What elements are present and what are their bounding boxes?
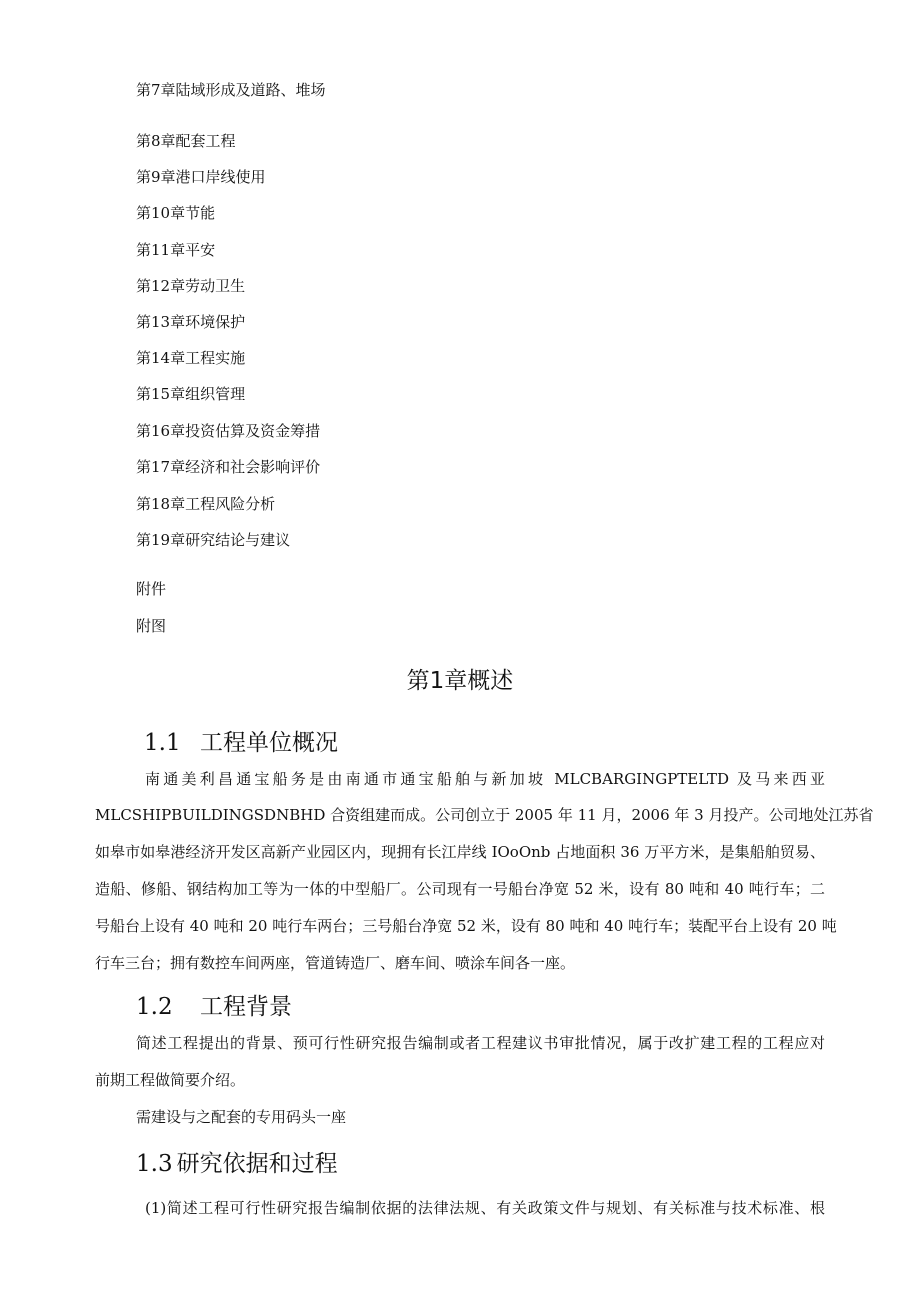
section-title: 工程背景 <box>200 994 292 1020</box>
paragraph-line: 号船台上设有 40 吨和 20 吨行车两台；三号船台净宽 52 米，设有 80 吨和 40 吨行车；装配平台上设有 20 吨 <box>95 917 837 935</box>
toc-item-ch15: 第15章组织管理 <box>136 385 246 403</box>
toc-item-ch11: 第11章平安 <box>136 241 216 259</box>
paragraph-line: 如皋市如皋港经济开发区高新产业园区内，现拥有长江岸线 IOoOnb 占地面积 36 万平方米，是集船舶贸易、 <box>95 843 825 861</box>
toc-item-ch12: 第12章劳动卫生 <box>136 277 246 295</box>
toc-item-ch17: 第17章经济和社会影响评价 <box>136 458 321 476</box>
toc-item-figures: 附图 <box>136 617 167 635</box>
paragraph-line: 南通美利昌通宝船务是由南通市通宝船舶与新加坡 MLCBARGINGPTELTD 及马来西亚 <box>145 770 825 788</box>
section-number: 1.2 <box>136 994 173 1020</box>
paragraph-line: 造船、修船、钢结构加工等为一体的中型船厂。公司现有一号船台净宽 52 米，设有 80 吨和 40 吨行车；二 <box>95 880 825 898</box>
section-number: 1.3 <box>136 1151 173 1177</box>
section-title: 工程单位概况 <box>200 730 338 756</box>
paragraph-line: 简述工程提出的背景、预可行性研究报告编制或者工程建议书审批情况，属于改扩建工程的工程应对 <box>136 1034 825 1052</box>
paragraph-line: MLCSHIPBUILDINGSDNBHD 合资组建而成。公司创立于 2005 年 11 月，2006 年 3 月投产。公司地处江苏省 <box>95 806 874 824</box>
toc-item-ch14: 第14章工程实施 <box>136 349 246 367</box>
toc-item-ch16: 第16章投资估算及资金筹措 <box>136 422 321 440</box>
toc-item-ch13: 第13章环境保护 <box>136 313 246 331</box>
chapter-title: 第1章概述 <box>406 668 514 694</box>
section-heading-1-1 <box>144 728 338 758</box>
section-heading-1-3 <box>136 1149 338 1179</box>
section-heading-1-2 <box>136 992 292 1022</box>
paragraph-line: 行车三台；拥有数控车间两座，管道铸造厂、磨车间、喷涂车间各一座。 <box>95 954 576 972</box>
section-number: 1.1 <box>144 730 181 756</box>
toc-item-ch8: 第8章配套工程 <box>136 132 236 150</box>
toc-item-ch19: 第19章研究结论与建议 <box>136 531 291 549</box>
paragraph-line: 需建设与之配套的专用码头一座 <box>136 1108 347 1126</box>
toc-item-appendix: 附件 <box>136 580 167 598</box>
paragraph-line: 前期工程做简要介绍。 <box>95 1071 246 1089</box>
paragraph-line: (1)简述工程可行性研究报告编制依据的法律法规、有关政策文件与规划、有关标准与技术标准、根 <box>145 1199 825 1217</box>
toc-item-ch9: 第9章港口岸线使用 <box>136 168 266 186</box>
section-title: 研究依据和过程 <box>176 1151 338 1177</box>
toc-item-ch18: 第18章工程风险分析 <box>136 495 276 513</box>
toc-item-ch10: 第10章节能 <box>136 204 216 222</box>
toc-item-ch7: 第7章陆域形成及道路、堆场 <box>136 81 326 99</box>
